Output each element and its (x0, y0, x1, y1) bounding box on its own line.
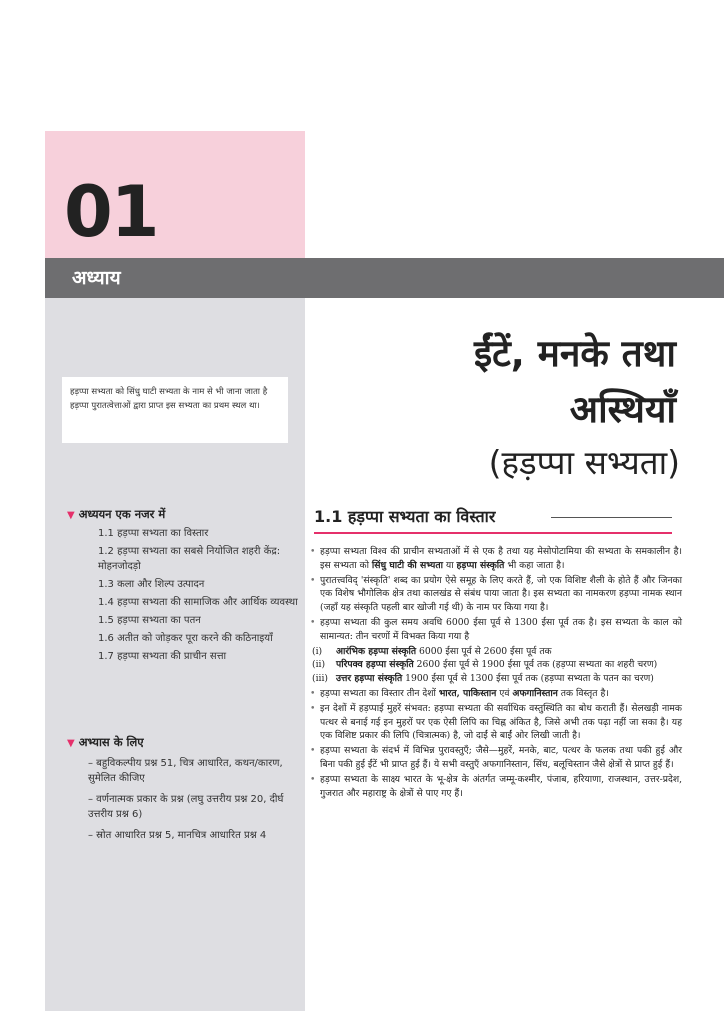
bold-text: हड़प्पा संस्कृति (456, 559, 505, 571)
section-body (310, 545, 682, 801)
bold-text: सिंधु घाटी की सभ्यता (371, 559, 443, 571)
list-item: 1.5 हड़प्पा सभ्यता का पतन (98, 615, 201, 626)
section-heading-rule (551, 517, 672, 518)
list-item: 1.6 अतीत को जोड़कर पूरा करने की कठिनाइयाँ (98, 633, 273, 644)
intro-note: हड़प्पा सभ्यता को सिंधु घाटी सभ्यता के नाम से भी जाना जाता है हड़प्पा पुरातत्वेत्ताओं द्वारा प्राप्त इस सभ्यता का प्रथम स्थल था। (62, 377, 288, 443)
list-item: 1.2 हड़प्पा सभ्यता का सबसे नियोजित शहरी केंद्र: मोहनजोदड़ो (98, 546, 281, 572)
section-heading-underline (314, 532, 672, 534)
paragraph: • इन देशों में हड़प्पाई मुहरें संभवत: हड़प्पा सभ्यता की सर्वाधिक वस्तुस्थिति का बोध कराती हैं। सेलखड़ी नामक पत्थर से बनाई गई इन मुहरों पर एक ऐसी लिपि का चिह्न अंकित है, जिसे अभी तक पढ़ा नहीं जा सका है। यह एक विशिष्ट प्रकार की लिपि (चित्रात्मक) है, जो दाईं से बाईं ओर लिखी जाती है। (310, 702, 682, 743)
chapter-title-line-1: ईंटें, मनके तथा (473, 332, 676, 375)
chapter-subtitle: (हड़प्पा सभ्यता) (488, 443, 680, 482)
practice-heading-text: अभ्यास के लिए (78, 735, 144, 749)
chapter-number: 01 (64, 171, 158, 253)
overview-heading (67, 506, 165, 524)
practice-list (88, 756, 298, 849)
overview-heading-text: अध्ययन एक नजर में (78, 507, 166, 521)
paragraph: • हड़प्पा सभ्यता के संदर्भ में विभिन्न पुरावस्तुएँ; जैसे—मुहरें, मनके, बाट, पत्थर के फलक तथा पकी हुई और बिना पकी हुई ईंटें भी प्राप्त हुई हैं। ये सभी वस्तुएँ अफगानिस्तान, सिंध, बलूचिस्तान जैसे क्षेत्रों से प्राप्त हुई हैं। (310, 744, 682, 772)
text: तक विस्तृत है। (557, 687, 609, 699)
list-item: 1.7 हड़प्पा सभ्यता की प्राचीन सत्ता (98, 651, 227, 662)
triangle-bullet-icon: ▼ (67, 510, 75, 521)
list-item: – स्रोत आधारित प्रश्न 5, मानचित्र आधारित प्रश्न 4 (88, 830, 267, 841)
section-heading: 1.1 हड़प्पा सभ्यता का विस्तार (314, 507, 496, 526)
list-item: 1.3 कला और शिल्प उत्पादन (98, 579, 205, 590)
chapter-label: अध्याय (72, 267, 121, 289)
list-item: 1.4 हड़प्पा सभ्यता की सामाजिक और आर्थिक व्यवस्था (98, 597, 298, 608)
text: हड़प्पा सभ्यता विश्व की प्राचीन सभ्यताओं में से एक है तथा यह मेसोपोटामिया की सभ्यता के समकालीन है। इस सभ्यता को (320, 546, 682, 571)
practice-heading (67, 734, 144, 752)
phase-text: 1900 ईसा पूर्व से 1300 ईसा पूर्व तक (हड़प्पा सभ्यता के पतन का चरण) (402, 673, 654, 685)
phase-item (310, 672, 682, 686)
phase-name: आरंभिक हड़प्पा संस्कृति (336, 645, 417, 657)
phase-text: 2600 ईसा पूर्व से 1900 ईसा पूर्व तक (हड़प्पा सभ्यता का शहरी चरण) (413, 659, 658, 671)
paragraph (310, 545, 682, 573)
phase-text: 6000 ईसा पूर्व से 2600 ईसा पूर्व तक (416, 645, 552, 657)
phase-item (310, 645, 682, 659)
phase-number: (ii) (312, 659, 326, 671)
phase-name: परिपक्व हड़प्पा संस्कृति (336, 659, 414, 671)
list-item: – बहुविकल्पीय प्रश्न 51, चित्र आधारित, कथन/कारण, सुमेलित कीजिए (88, 758, 283, 784)
paragraph: • हड़प्पा सभ्यता के साक्ष्य भारत के भू-क्षेत्र के अंतर्गत जम्मू-कश्मीर, पंजाब, हरियाणा, राजस्थान, उत्तर-प्रदेश, गुजरात और महाराष्ट्र के क्षेत्रों से पाए गए हैं। (310, 773, 682, 801)
chapter-title-line-2: अस्थियाँ (569, 388, 676, 431)
phase-number: (i) (312, 645, 323, 657)
paragraph (310, 687, 682, 701)
list-item: 1.1 हड़प्पा सभ्यता का विस्तार (98, 528, 209, 539)
list-item: – वर्णनात्मक प्रकार के प्रश्न (लघु उत्तरीय प्रश्न 20, दीर्घ उत्तरीय प्रश्न 6) (88, 794, 284, 820)
overview-list (98, 526, 298, 667)
phase-item (310, 658, 682, 672)
text: भी कहा जाता है। (504, 559, 565, 571)
paragraph: • पुरातत्त्वविद् 'संस्कृति' शब्द का प्रयोग ऐसे समूह के लिए करते हैं, जो एक विशिष्ट शैली के होते हैं और जिनका एक विशेष भौगोलिक क्षेत्र तथा कालखंड से संबंध पाया जाता है। इस सभ्यता का नामकरण हड़प्पा नामक स्थान (जहाँ यह संस्कृति पहली बार खोजी गई थी) के नाम पर किया गया है। (310, 574, 682, 615)
phase-name: उत्तर हड़प्पा संस्कृति (336, 673, 403, 685)
text: एवं (496, 687, 513, 699)
phase-number: (iii) (312, 673, 328, 685)
chapter-label-bar (45, 258, 724, 298)
chapter-title (296, 326, 676, 438)
text: या (442, 559, 457, 571)
text: हड़प्पा सभ्यता का विस्तार तीन देशों (320, 687, 439, 699)
bold-text: अफगानिस्तान (512, 687, 558, 699)
paragraph: • हड़प्पा सभ्यता की कुल समय अवधि 6000 ईसा पूर्व से 1300 ईसा पूर्व तक है। इस सभ्यता के काल को सामान्यत: तीन चरणों में विभक्त किया गया है (310, 616, 682, 644)
bold-text: भारत, पाकिस्तान (438, 687, 497, 699)
triangle-bullet-icon: ▼ (67, 738, 75, 749)
